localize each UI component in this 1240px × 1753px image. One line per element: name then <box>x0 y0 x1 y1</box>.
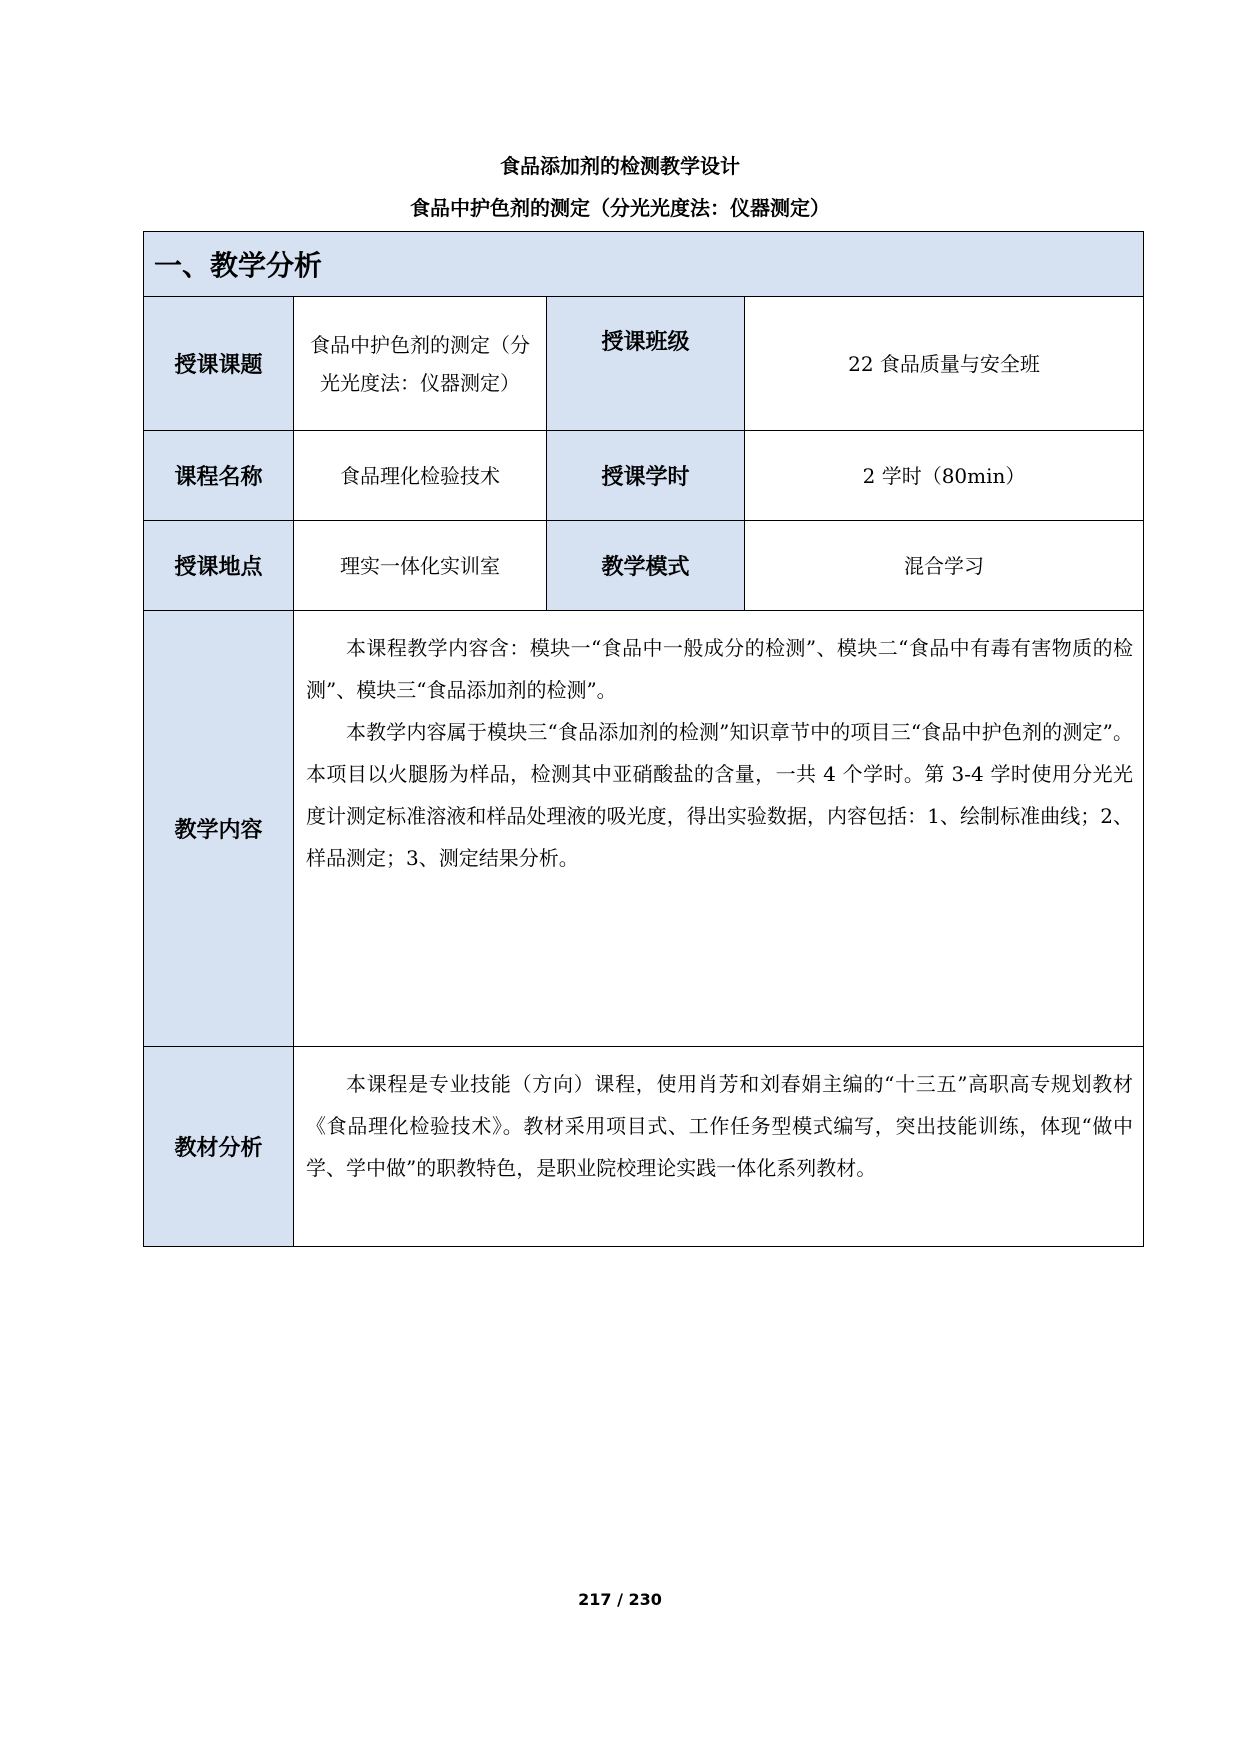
document-subtitle: 食品中护色剂的测定（分光光度法：仪器测定） <box>410 196 830 220</box>
hours-value: 2 学时（80min） <box>745 431 1144 521</box>
location-label: 授课地点 <box>144 521 294 611</box>
content-paragraph: 本课程教学内容含：模块一“食品中一般成分的检测”、模块二“食品中有毒有害物质的检测”、模块三“食品添加剂的检测”。 <box>306 636 1134 702</box>
mode-label: 教学模式 <box>547 521 745 611</box>
course-label: 课程名称 <box>144 431 294 521</box>
hours-label: 授课学时 <box>547 431 745 521</box>
document-title: 食品添加剂的检测教学设计 <box>500 154 740 178</box>
textbook-text <box>294 1047 1144 1247</box>
teaching-analysis-table <box>143 231 1144 1247</box>
mode-value: 混合学习 <box>745 521 1144 611</box>
location-value: 理实一体化实训室 <box>294 521 547 611</box>
section-heading: 一、教学分析 <box>144 232 1144 297</box>
class-value: 22 食品质量与安全班 <box>745 297 1144 431</box>
content-text <box>294 611 1144 1047</box>
topic-label: 授课课题 <box>144 297 294 431</box>
page-number: 217 / 230 <box>578 1590 662 1609</box>
topic-value: 食品中护色剂的测定（分光光度法：仪器测定） <box>294 297 547 431</box>
content-label: 教学内容 <box>144 611 294 1047</box>
textbook-paragraph: 本课程是专业技能（方向）课程，使用肖芳和刘春娟主编的“十三五”高职高专规划教材《食品理化检验技术》。教材采用项目式、工作任务型模式编写，突出技能训练，体现“做中学、学中做”的职教特色，是职业院校理论实践一体化系列教材。 <box>306 1072 1134 1180</box>
class-label: 授课班级 <box>547 297 745 431</box>
course-value: 食品理化检验技术 <box>294 431 547 521</box>
textbook-label: 教材分析 <box>144 1047 294 1247</box>
content-paragraph: 本教学内容属于模块三“食品添加剂的检测”知识章节中的项目三“食品中护色剂的测定”。本项目以火腿肠为样品，检测其中亚硝酸盐的含量，一共 4 个学时。第 3-4 学时使用分光光度计测定标准溶液和样品处理液的吸光度，得出实验数据，内容包括：1、绘制标准曲线；2、样品测定；3、测定结果分析。 <box>306 720 1134 870</box>
